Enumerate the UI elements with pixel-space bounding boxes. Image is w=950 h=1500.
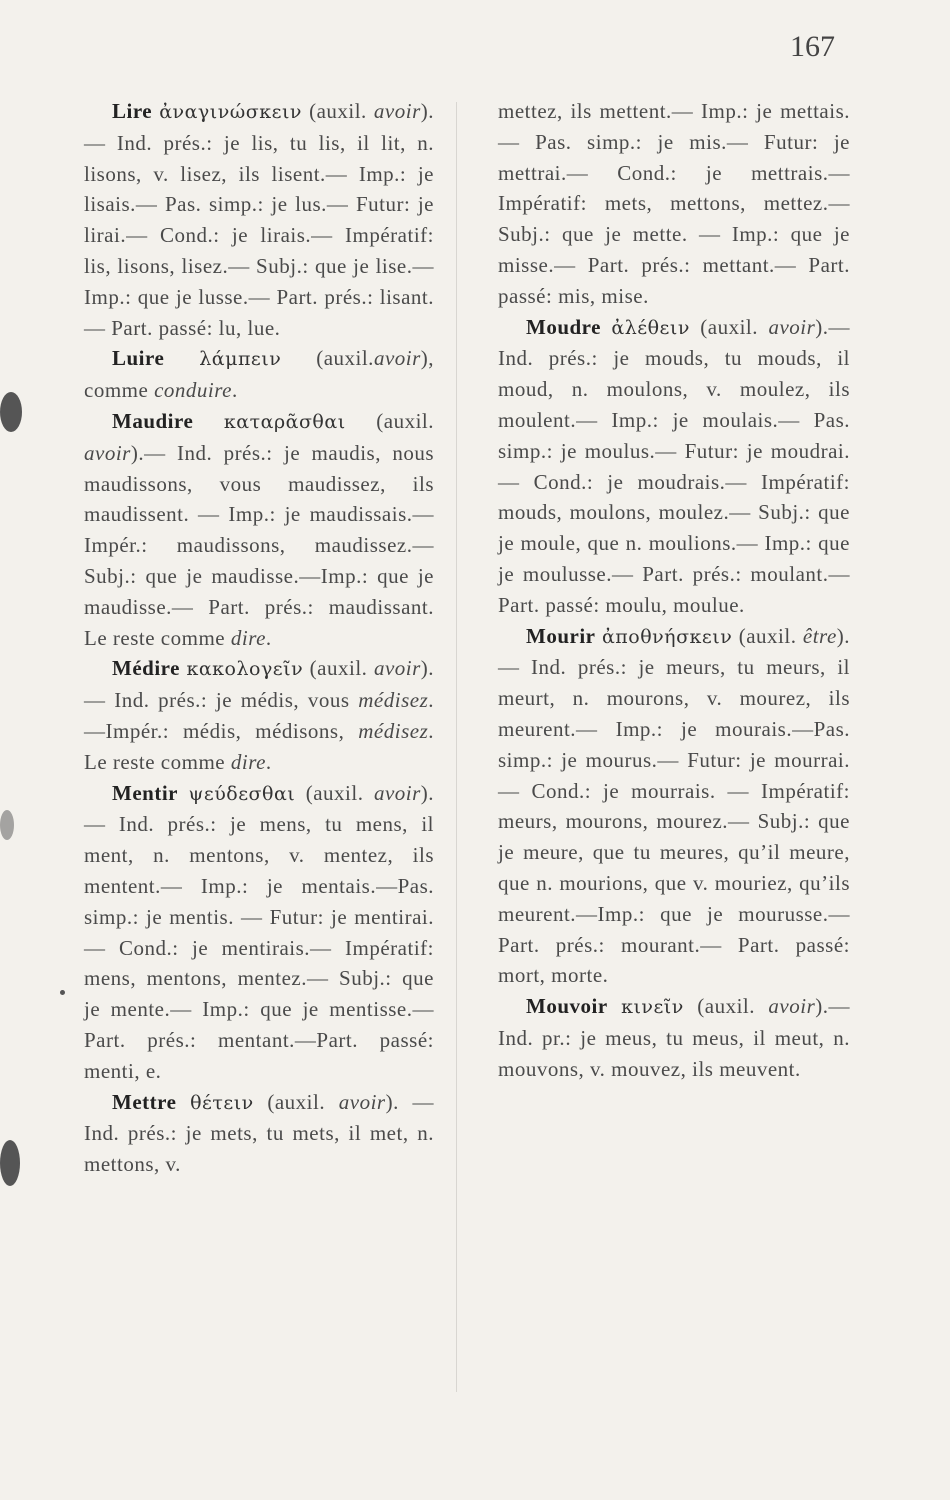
entry-italic-text: être [802,623,837,648]
entry-text: (auxil. [303,656,374,681]
entry-text: ).— Ind. prés.: je lis, tu lis, il lit, n. lisons, v. lisez, ils lisent.— Imp.: je lisais.— Pas. simp.: je lus.— Futur: je lirai.— Cond.: je lirais.— Impératif: lis, lisons, lisez.— Subj.: que je lise.— Imp.: que je lusse.— Part. prés.: lisant.— Part. passé: lu, lue. [84,99,434,340]
entry-text: . —Impér.: médis, médisons, [84,688,434,743]
entry-text: (auxil. [345,408,435,433]
entry-text: mettez, ils mettent.— Imp.: je mettais.— Pas. simp.: je mis.— Futur: je mettrai.— Cond.: je mettrais.— Impératif: mets, mettons, mettez.— Subj.: que je mette. — Imp.: que je misse.— Part. prés.: mettant.— Part. passé: mis, mise. [498,99,850,308]
entry-text: . [231,378,238,403]
binding-hole-mark [0,1140,20,1186]
dictionary-entry [84,778,434,1087]
entry-greek-translation: ἀλέθειν [611,316,690,339]
entry-greek-translation: κακολογεῖν [186,658,304,681]
dictionary-entry [84,343,434,406]
dictionary-entry [84,96,434,343]
entry-headword: Mouvoir [526,994,608,1019]
entry-text: (auxil. [281,346,374,371]
binding-hole-mark [0,810,14,840]
entry-italic-text: médisez [358,718,429,743]
dictionary-entry [498,312,850,621]
entry-greek-translation: ψεύδεσθαι [188,782,296,805]
entry-text: ).— Ind. prés.: je mouds, tu mouds, il moud, n. moulons, v. moulez, ils moulent.— Imp.: je moulais.— Pas. simp.: je moulus.— Futur: je moudrai.— Cond.: je moudrais.— Impératif: mouds, moulons, moulez.— Subj.: que je moule, que n. moulions.— Imp.: que je moulusse.— Part. prés.: moulant.— Part. passé: moulu, moulue. [498,314,851,617]
entry-text: ). — Ind. prés.: je mens, tu mens, il ment, n. mentons, v. mentez, ils mentent.— Imp.: je mentais.—Pas. simp.: je mentis. — Futur: je mentirai. — Cond.: je mentirais.— Impératif: mens, mentons, mentez.— Subj.: que je mente.— Imp.: que je mentisse.— Part. prés.: mentant.—Part. passé: menti, e. [84,780,435,1083]
entry-headword: Mettre [112,1089,177,1114]
entry-italic-text: avoir [373,346,421,371]
entry-greek-translation: λάμπειν [199,348,282,371]
entry-italic-text: avoir [768,994,816,1019]
entry-text: ).— Ind. prés.: je maudis, nous maudissons, vous maudissez, ils maudissent. — Imp.: je maudissais.— Impér.: maudissons, maudissez.— Subj.: que je maudisse.—Imp.: que je maudisse.— Part. prés.: maudissant. Le reste comme [84,440,434,650]
entry-headword: Médire [112,656,180,681]
entry-text: ).— Ind. prés.: je meurs, tu meurs, il meurt, n. mourons, v. mourez, ils meurent.— Imp.: je mourais.—Pas. simp.: je mourus.— Futur: je mourrai.— Cond.: je mourrais. — Impératif: meurs, mourons, mourez.— Subj.: que je meure, que tu meures, qu’il meure, que n. mourions, que v. mouriez, qu’ils meurent.—Imp.: que je mourusse.—Part. prés.: mourant.— Part. passé: mort, morte. [498,623,851,988]
left-column [84,96,434,1180]
entry-text: ). —Ind. prés.: je mets, tu mets, il met, n. mettons, v. [84,1089,435,1177]
entry-headword: Luire [112,346,165,371]
entry-greek-translation: κινεῖν [621,996,684,1019]
entry-italic-text: avoir [768,314,816,339]
column-divider [456,102,457,1392]
bullet-mark [60,990,65,995]
binding-hole-mark [0,392,22,432]
dictionary-entry [84,1087,434,1180]
dictionary-entry [84,653,434,777]
entry-italic-text: avoir [373,99,421,123]
entry-headword: Moudre [526,314,601,339]
dictionary-entry [498,96,850,312]
entry-text: (auxil. [683,994,769,1019]
entry-text: (auxil. [689,314,769,339]
entry-italic-text: avoir [373,780,421,805]
entry-text: ), comme [84,346,435,403]
entry-text: (auxil. [253,1089,339,1114]
dictionary-entry [498,991,850,1084]
entry-headword: Lire [112,99,153,123]
entry-text: (auxil. [732,623,803,648]
entry-italic-text: dire [230,625,266,650]
entry-italic-text: avoir [373,656,421,681]
dictionary-entry [84,406,434,653]
entry-italic-text: avoir [84,440,131,465]
entry-text: . [265,749,272,774]
right-column [498,96,850,1085]
entry-text: ).—Ind. pr.: je meus, tu meus, il meut, n. mouvons, v. mouvez, ils meuvent. [498,994,850,1081]
entry-greek-translation: καταρᾶσθαι [223,410,346,433]
dictionary-entry [498,621,850,992]
entry-headword: Mentir [112,780,178,805]
entry-italic-text: dire [230,749,266,774]
entry-greek-translation: ἀναγινώσκειν [159,101,302,123]
page-number: 167 [790,30,835,63]
entry-text: (auxil. [295,780,374,805]
entry-greek-translation: ἀποθνήσκειν [601,625,733,648]
entry-text: . [265,625,272,650]
entry-headword: Maudire [112,408,194,433]
entry-italic-text: médisez [358,688,429,713]
entry-greek-translation: θέτειν [190,1091,254,1114]
entry-text: ).— Ind. prés.: je médis, vous [84,656,435,713]
entry-italic-text: conduire [154,378,232,403]
entry-italic-text: avoir [338,1089,386,1114]
entry-text: . Le reste comme [84,718,434,774]
entry-headword: Mourir [526,623,596,648]
entry-text: (auxil. [301,99,374,123]
